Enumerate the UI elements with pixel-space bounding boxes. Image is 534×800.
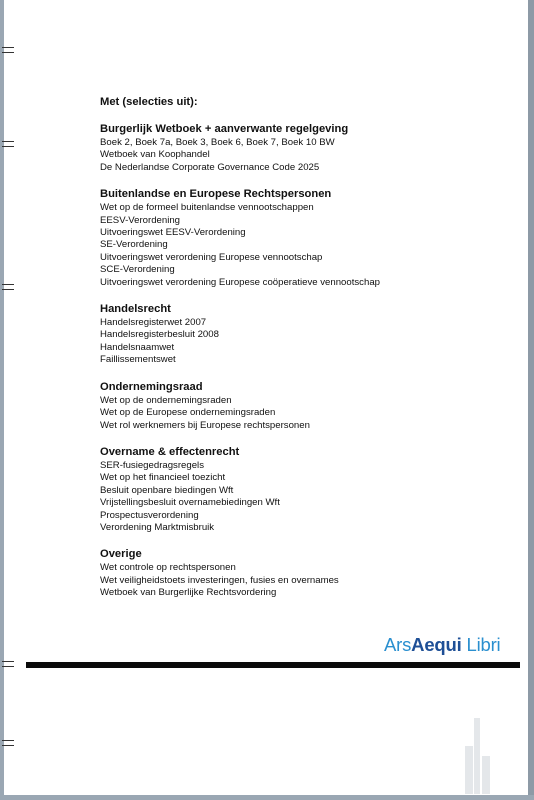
section-title: Overige: [100, 548, 142, 561]
logo-part-ars: Ars: [384, 634, 412, 655]
section-title: Buitenlandse en Europese Rechtspersonen: [100, 188, 332, 201]
bottom-frame-border: [0, 795, 534, 800]
logo-part-aequi: Aequi: [411, 634, 462, 655]
section-title: Handelsrecht: [100, 303, 171, 316]
black-horizontal-rule: [26, 662, 520, 668]
list-item: Uitvoeringswet verordening Europese coöperatieve vennootschap: [100, 276, 380, 288]
list-item: SER-fusiegedragsregels: [100, 459, 204, 471]
list-item: Faillissementswet: [100, 354, 176, 366]
binding-mark-icon: [2, 740, 14, 746]
binding-mark-icon: [2, 284, 14, 290]
intro-heading: Met (selecties uit):: [100, 96, 198, 108]
section-ondernemingsraad: [100, 381, 510, 432]
logo-part-libri: Libri: [461, 634, 501, 655]
list-item: Boek 2, Boek 7a, Boek 3, Boek 6, Boek 7, Boek 10 BW: [100, 137, 335, 148]
list-item: Uitvoeringswet verordening Europese vennootschap: [100, 251, 323, 263]
right-frame-border: [528, 0, 534, 800]
list-item: Wet op de formeel buitenlandse vennootschappen: [100, 202, 314, 214]
section-title: Burgerlijk Wetboek + aanverwante regelgeving: [100, 123, 349, 135]
list-item: Wet op de ondernemingsraden: [100, 394, 232, 406]
book-contents: [100, 96, 510, 614]
list-item: Handelsregisterbesluit 2008: [100, 329, 219, 341]
binding-mark-icon: [2, 661, 14, 667]
section-title: Overname & effectenrecht: [100, 445, 240, 458]
list-item: SE-Verordening: [100, 239, 168, 251]
list-item: EESV-Verordening: [100, 214, 181, 226]
list-item: Wet controle op rechtspersonen: [100, 562, 236, 574]
list-item: Handelsregisterwet 2007: [100, 317, 207, 329]
list-item: Wet rol werknemers bij Europese rechtspersonen: [100, 419, 310, 431]
list-item: Prospectusverordening: [100, 509, 199, 521]
section-overige: [100, 548, 510, 599]
watermark-icon: [462, 716, 492, 796]
list-item: Wetboek van Burgerlijke Rechtsvordering: [100, 587, 277, 599]
list-item: Wet op de Europese ondernemingsraden: [100, 407, 276, 419]
list-item: Wet veiligheidstoets investeringen, fusies en overnames: [100, 574, 339, 586]
section-handelsrecht: [100, 303, 510, 367]
section-burgerlijk-wetboek: [100, 123, 510, 174]
list-item: SCE-Verordening: [100, 264, 175, 276]
list-item: Wetboek van Koophandel: [100, 149, 210, 161]
left-frame-border: [0, 0, 4, 800]
section-title: Ondernemingsraad: [100, 380, 203, 393]
section-buitenlandse-rechtspersonen: [100, 188, 510, 289]
list-item: Verordening Marktmisbruik: [100, 521, 215, 533]
section-overname-effectenrecht: [100, 446, 510, 534]
binding-mark-icon: [2, 47, 14, 53]
list-item: Vrijstellingsbesluit overnamebiedingen Wft: [100, 497, 280, 509]
list-item: Uitvoeringswet EESV-Verordening: [100, 227, 246, 239]
publisher-logo: [384, 634, 500, 656]
list-item: Wet op het financieel toezicht: [100, 472, 226, 484]
list-item: Besluit openbare biedingen Wft: [100, 484, 234, 496]
binding-mark-icon: [2, 141, 14, 147]
list-item: Handelsnaamwet: [100, 341, 175, 353]
list-item: De Nederlandse Corporate Governance Code 2025: [100, 161, 320, 173]
